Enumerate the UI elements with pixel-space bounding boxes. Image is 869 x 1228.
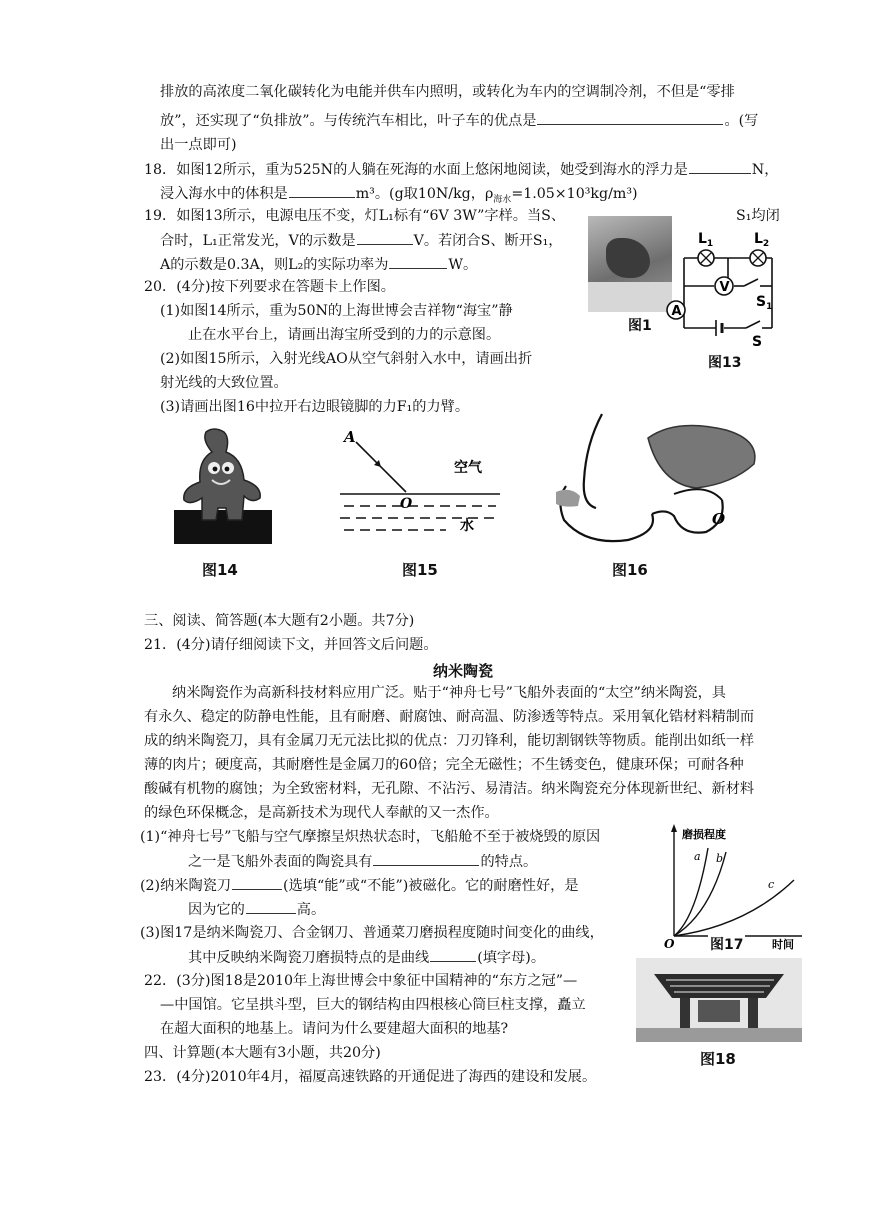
fig13-circuit — [662, 218, 794, 350]
section4-heading: 四、计算题(本大题有3小题，共20分) — [144, 1045, 381, 1061]
fig17-wear-chart — [656, 818, 806, 950]
fig14-caption: 图14 — [202, 561, 238, 579]
q19-text: 合时，L₁正常发光，V的示数是 — [160, 233, 356, 249]
article-para-line: 薄的肉片；硬度高，其耐磨性是金属刀的60倍；完全无磁性；不生锈变色，健康环保；可耐各种 — [144, 757, 744, 773]
answer-blank — [373, 852, 479, 866]
rho-subscript: 海水 — [493, 194, 512, 205]
q18-text: m³。(g取10N/kg，ρ — [355, 186, 494, 202]
ground-platform — [636, 1028, 802, 1042]
fig13-caption: 图13 — [708, 355, 742, 371]
fig14-mascot — [168, 424, 278, 546]
q18-text: 18．如图12所示，重为525N的人躺在死海的水面上悠闲地阅读，她受到海水的浮力是 — [144, 162, 688, 178]
q21-sub3-line1: (3)图17是纳米陶瓷刀、合金钢刀、普通菜刀磨损程度随时间变化的曲线， — [140, 925, 604, 941]
q22-line1: 22．(3分)图18是2010年上海世博会中象征中国精神的“东方之冠”— — [144, 973, 578, 989]
q21-text: 之一是飞船外表面的陶瓷具有 — [188, 854, 373, 870]
q17-line1: 排放的高浓度二氧化碳转化为电能并供车内照明，或转化为车内的空调制冷剂，不但是“零排 — [160, 84, 735, 100]
reading-person-shape — [606, 238, 650, 278]
article-para-line: 的绿色环保概念，是高新技术为现代人奉献的又一杰作。 — [144, 805, 499, 821]
right-temple-arm — [674, 489, 722, 500]
section3-heading: 三、阅读、简答题(本大题有2小题。共7分) — [144, 613, 415, 629]
q19-line1: 19．如图13所示，电源电压不变，灯L₁标有“6V 3W”字样。当S、 — [144, 208, 566, 224]
q18-line1 — [144, 160, 778, 179]
pavilion-pillar — [680, 998, 690, 1028]
lamp-L2-icon — [750, 250, 766, 266]
lamp-L1-icon — [698, 250, 714, 266]
curve-b-label: b — [716, 852, 724, 865]
fig17-caption: 图17 — [708, 934, 745, 954]
q20-p1a: (1)如图14所示，重为50N的上海世博会吉祥物“海宝”静 — [160, 303, 513, 319]
q17-line2 — [160, 111, 758, 130]
q22-line3: 在超大面积的地基上。请问为什么要建超大面积的地基? — [160, 1021, 509, 1037]
answer-blank — [232, 876, 282, 890]
q21-text: 其中反映纳米陶瓷刀磨损特点的是曲线 — [188, 950, 430, 966]
S-label: S — [752, 334, 763, 350]
S1-label: $S_1$ — [756, 294, 773, 312]
answer-blank — [537, 111, 723, 125]
label-air: 空气 — [454, 460, 482, 476]
q20-p1b: 止在水平台上，请画出海宝所受到的力的示意图。 — [188, 327, 501, 343]
q21-sub3-line2 — [188, 948, 545, 967]
fig12-photo — [588, 216, 672, 312]
label-water: 水 — [460, 518, 474, 534]
fig16-caption: 图16 — [612, 561, 648, 579]
q19-text: A的示数是0.3A，则L₂的实际功率为 — [160, 257, 389, 273]
q17-line3: 出一点即可) — [160, 137, 237, 153]
q21-sub2-line1 — [140, 876, 579, 895]
voltmeter-label: V — [719, 280, 730, 295]
platform-shape — [174, 510, 272, 544]
ammeter-label: A — [671, 304, 682, 319]
y-axis-arrow-icon — [671, 824, 677, 832]
y-axis-label: 磨损程度 — [682, 828, 726, 841]
L1-label: $L_1$ — [698, 231, 714, 249]
q21-sub1-line1: (1)“神舟七号”飞船与空气摩擦呈炽热状态时，飞船舱不至于被烧毁的原因 — [140, 829, 601, 845]
q17-text: 放”，还实现了“负排放”。与传统汽车相比，叶子车的优点是 — [160, 113, 537, 129]
q21-text: (选填“能”或“不能”)被磁化。它的耐磨性好，是 — [283, 878, 579, 894]
article-title: 纳米陶瓷 — [433, 662, 494, 680]
answer-blank — [430, 948, 476, 962]
q19-text: W。 — [448, 257, 478, 273]
article-para-line: 酸碱有机物的腐蚀；为全致密材料，无孔隙、不沾污、易清洁。纳米陶瓷充分体现新世纪、新材料 — [144, 781, 755, 797]
q21-text: 的特点。 — [480, 854, 538, 870]
pavilion-pillar — [748, 998, 758, 1028]
q22-line2: —中国馆。它呈拱斗型，巨大的钢结构由四根核心筒巨柱支撑，矗立 — [160, 997, 586, 1013]
origin-label: O — [664, 937, 675, 950]
q20-line1: 20．(4分)按下列要求在答题卡上作图。 — [144, 279, 395, 295]
q21-text: 因为它的 — [188, 902, 245, 918]
fig15-refraction — [336, 424, 504, 546]
q21-line1: 21．(4分)请仔细阅读下文，并回答文后问题。 — [144, 637, 438, 653]
q21-sub2-line2 — [188, 900, 325, 919]
q21-text: (2)纳米陶瓷刀 — [140, 878, 232, 894]
fig12-caption: 图1 — [628, 318, 652, 334]
label-A: A — [344, 428, 356, 446]
q18-text: N， — [751, 162, 779, 178]
curve-c-label: c — [768, 878, 775, 891]
q23-line1: 23．(4分)2010年4月，福厦高速铁路的开通促进了海西的建设和发展。 — [144, 1069, 597, 1085]
q18-text: =1.05×10³kg/m³) — [511, 186, 638, 202]
x-axis-label: 时间 — [772, 938, 794, 950]
q21-text: (填字母)。 — [477, 950, 546, 966]
label-O: O — [712, 510, 726, 528]
q19-line1-end: S₁均闭 — [736, 208, 780, 224]
fig18-china-pavilion — [636, 958, 802, 1042]
fig15-caption: 图15 — [402, 561, 438, 579]
q18-line2 — [160, 184, 638, 209]
sea-surface-shape — [588, 282, 672, 312]
fig16-glasses — [556, 404, 766, 550]
answer-blank — [357, 231, 413, 245]
pavilion-body — [698, 1000, 740, 1022]
article-para-line: 成的纳米陶瓷刀，具有金属刀无元法比拟的优点：刀刃锋利，能切割钢铁等物质。能削出如纸一样 — [144, 733, 755, 749]
left-temple-arm — [584, 414, 602, 508]
q20-p2b: 射光线的大致位置。 — [160, 375, 288, 391]
article-para-line: 有永久、稳定的防静电性能，且有耐磨、耐腐蚀、耐高温、防渗透等特点。采用氧化锆材料精制而 — [144, 709, 755, 725]
q18-text: 浸入海水中的体积是 — [160, 186, 288, 202]
label-O: O — [400, 496, 413, 512]
hand-pulling-shape — [648, 426, 755, 489]
answer-blank — [389, 255, 447, 269]
answer-blank — [289, 184, 355, 198]
q19-line2 — [160, 231, 562, 250]
fig18-caption: 图18 — [700, 1050, 736, 1068]
haibao-mascot-shape — [184, 429, 260, 520]
q19-text: V。若闭合S、断开S₁， — [413, 233, 563, 249]
hand-holding-shape — [556, 490, 580, 507]
answer-blank — [689, 160, 751, 174]
L2-label: $L_2$ — [754, 231, 770, 249]
q21-text: 高。 — [296, 902, 326, 918]
q20-p3: (3)请画出图16中拉开右边眼镜脚的力F₁的力臂。 — [160, 399, 470, 415]
q17-text: 。(写 — [724, 113, 759, 129]
q21-sub1-line2 — [188, 852, 537, 871]
curve-a-label: a — [694, 850, 701, 863]
q20-p2a: (2)如图15所示，入射光线AO从空气斜射入水中，请画出折 — [160, 351, 533, 367]
answer-blank — [246, 900, 296, 914]
q19-line3 — [160, 255, 477, 274]
article-para-line: 纳米陶瓷作为高新科技材料应用广泛。贴于“神舟七号”飞船外表面的“太空”纳米陶瓷，具 — [172, 685, 726, 701]
